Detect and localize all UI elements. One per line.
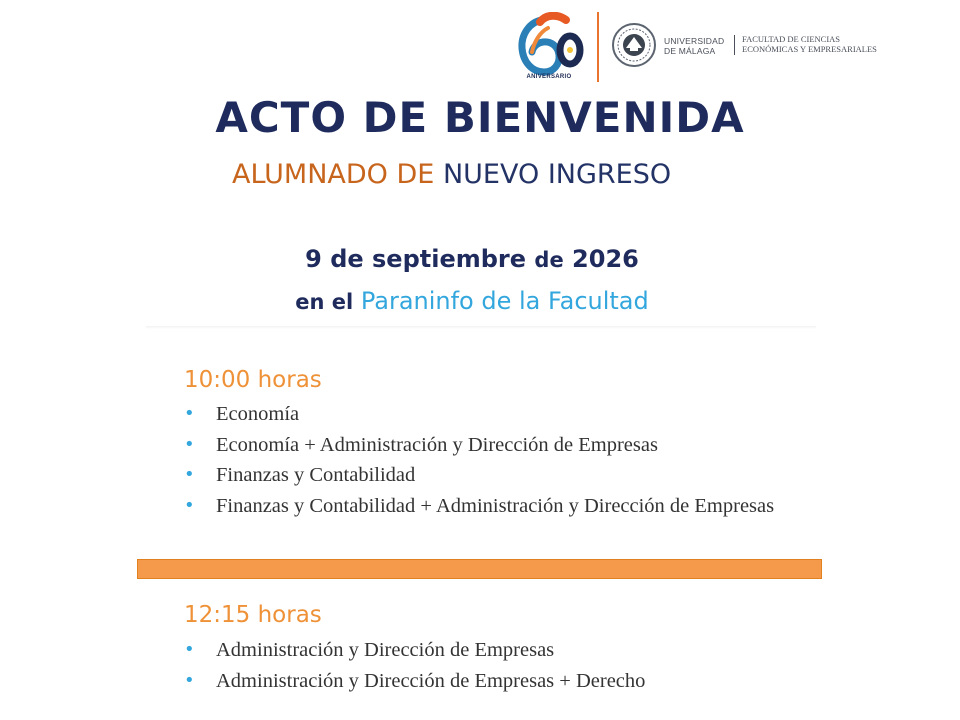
name-divider [734,35,735,55]
faculty-name [742,34,877,54]
university-name-line2: DE MÁLAGA [664,46,716,56]
faculty-name-line2: ECONÓMICAS Y EMPRESARIALES [742,44,877,54]
anniversary-label: ANIVERSARIO [526,74,572,80]
university-name-line1: UNIVERSIDAD [664,36,725,46]
list-item [184,666,826,697]
page-title: ACTO DE BIENVENIDA [215,93,745,142]
list-item [184,399,826,430]
page-subtitle [232,157,671,193]
list-item [184,491,826,522]
bullet-dot-icon: • [184,433,195,455]
bullet-dot-icon: • [184,494,195,516]
session-list-1 [184,399,826,521]
list-item-text: Economía + Administración y Dirección de Empresas [216,433,658,456]
list-item-text: Finanzas y Contabilidad [216,464,416,486]
list-item-text: Administración y Dirección de Empresas [216,639,555,661]
place-prefix: en el [295,290,354,314]
event-place [0,284,944,319]
event-year: 2026 [572,245,639,273]
list-item [184,635,826,666]
event-date [0,245,944,273]
session-time-1: 10:00 horas [184,367,322,393]
university-name [664,36,724,56]
bullet-dot-icon: • [184,669,195,691]
bullet-dot-icon: • [184,464,195,485]
faculty-name-line1: FACULTAD DE CIENCIAS [742,34,841,44]
subtitle-part2: NUEVO INGRESO [442,159,672,190]
session-time-2: 12:15 horas [184,602,322,628]
header-divider [597,12,599,82]
section-divider [146,326,816,329]
bullet-dot-icon: • [184,403,195,424]
university-seal-icon [611,22,657,68]
list-item-text: Administración y Dirección de Empresas + Derecho [216,669,646,692]
subtitle-part1: ALUMNADO DE [232,159,435,190]
event-day: 9 de septiembre [305,245,527,273]
session-separator-bar [137,559,822,579]
event-de: de [534,248,564,272]
bullet-dot-icon: • [184,639,195,660]
place-name: Paraninfo de la Facultad [360,287,649,315]
list-item-text: Finanzas y Contabilidad + Administración y Dirección de Empresas [216,494,775,517]
list-item [184,460,826,491]
list-item [184,430,826,461]
list-item-text: Economía [216,403,300,425]
session-list-2 [184,635,826,696]
